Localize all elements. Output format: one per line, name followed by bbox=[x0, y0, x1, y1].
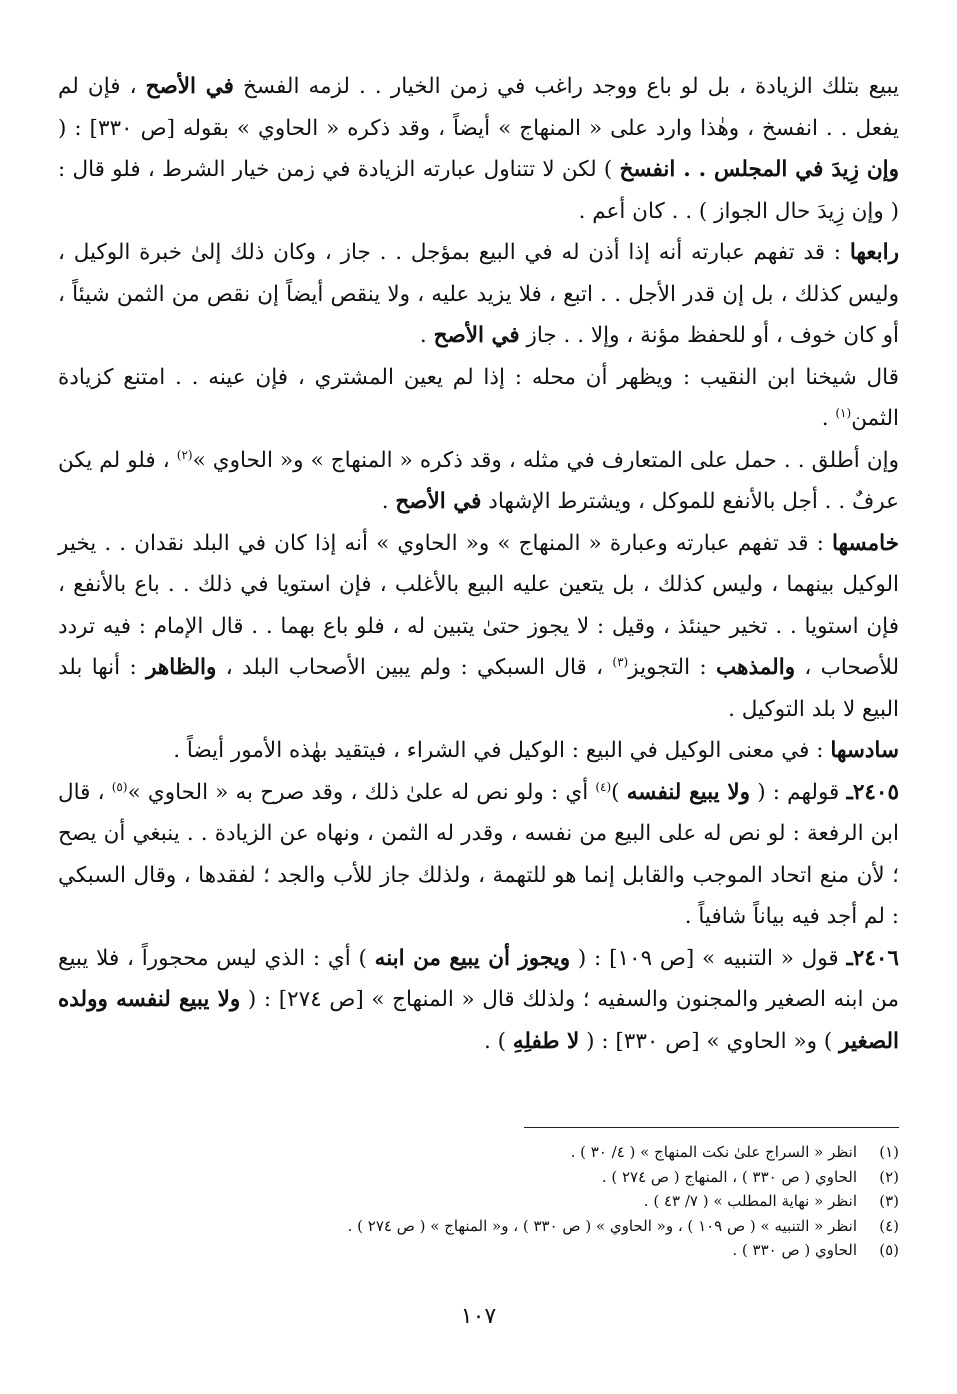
footnote bbox=[120, 1165, 899, 1190]
footnote-ref: (٢) bbox=[176, 447, 193, 462]
text-run: : في معنى الوكيل في البيع : الوكيل في الشراء ، فيتقيد بهٰذه الأمور أيضاً . bbox=[173, 738, 831, 763]
paragraph bbox=[58, 66, 899, 232]
footnote-text: انظر « السراج علىٰ نكت المنهاج » ( ٤/ ٣٠ ) . bbox=[570, 1143, 857, 1161]
bold-text: والمذهب bbox=[716, 655, 796, 680]
footnote-text: الحاوي ( ص ٣٣٠ ) . bbox=[732, 1241, 857, 1259]
footnote bbox=[120, 1214, 899, 1239]
text-run: قول « التنبيه » [ص ١٠٩] : ( bbox=[570, 945, 847, 971]
text-run: : قد تفهم عبارته أنه إذا أذن له في البيع بمؤجل . . جاز ، وكان ذلك إلىٰ خبرة الوكيل ، وليس كذلك ، بل إن قدر الأجل . . اتبع ، فلا يزيد عليه ، ولا ينقص أيضاً إن نقص من الثمن شيئاً ، أو كان خوف ، أو للحفظ مؤنة ، وإلا . . جاز bbox=[58, 240, 899, 348]
footnote-number: (٤) bbox=[879, 1216, 899, 1235]
text-run: ، فإن لم يفعل . . انفسخ ، وهٰذا وارد على « المنهاج » أيضاً ، وقد ذكره « الحاوي » بقوله [ص ٣٣٠] : ( bbox=[58, 74, 899, 141]
text-run: ، فلو لم يكن عرفٌ . . أجل بالأنفع للموكل ، ويشترط الإشهاد bbox=[58, 447, 899, 514]
footnote bbox=[120, 1140, 899, 1165]
text-run: قال شيخنا ابن النقيب : ويظهر أن محله : إذا لم يعين المشتري ، فإن عينه . . امتنع كزيادة الثمن bbox=[58, 364, 899, 431]
footnote-number: (٥) bbox=[879, 1241, 899, 1259]
text-run: ) و« الحاوي » [ص ٣٣٠] : ( bbox=[579, 1028, 840, 1054]
paragraph bbox=[58, 232, 899, 357]
bold-text: سادسها bbox=[830, 738, 899, 763]
footnote-text: انظر « التنبيه » ( ص ١٠٩ ) ، و« الحاوي » ( ص ٣٣٠ ) ، و« المنهاج » ( ص ٢٧٤ ) . bbox=[347, 1216, 857, 1235]
text-run: يبيع بتلك الزيادة ، بل لو باع ووجد راغب في زمن الخيار . . لزمه الفسخ bbox=[233, 74, 900, 99]
bold-text: ٢٤٠٦ـ bbox=[846, 945, 899, 971]
text-run: : أنها بلد البيع لا بلد التوكيل . bbox=[58, 655, 899, 722]
footnote-number: (٢) bbox=[879, 1167, 899, 1186]
page-number: ١٠٧ bbox=[460, 1304, 497, 1329]
text-run: ) . bbox=[483, 1028, 513, 1054]
bold-text: والظاهر bbox=[146, 655, 217, 680]
footnote-ref: (٣) bbox=[612, 654, 629, 669]
bold-text: خامسها bbox=[832, 530, 899, 556]
bold-text: في الأصح bbox=[433, 323, 520, 348]
text-run: أي : ولو نص له علىٰ ذلك ، وقد صرح به « الحاوي » bbox=[127, 779, 596, 805]
paragraph bbox=[58, 523, 899, 731]
bold-text: ولا يبيع لنفسه وولده الصغير bbox=[58, 987, 899, 1054]
text-run: ) bbox=[611, 779, 627, 805]
footnotes bbox=[120, 1140, 899, 1263]
bold-text: ويجوز أن يبيع من ابنه bbox=[374, 945, 571, 971]
text-run: قولهم : ( bbox=[750, 779, 847, 805]
paragraph bbox=[58, 772, 899, 938]
footnote-number: (١) bbox=[879, 1143, 899, 1161]
footnote-text: الحاوي ( ص ٣٣٠ ) ، المنهاج ( ص ٢٧٤ ) . bbox=[601, 1167, 857, 1186]
text-run: وإن أطلق . . حمل على المتعارف في مثله ، وقد ذكره « المنهاج » و« الحاوي » bbox=[192, 447, 899, 473]
paragraph bbox=[58, 357, 899, 440]
bold-text: في الأصح bbox=[145, 74, 234, 99]
bold-text: وإن زِيدَ في المجلس . . انفسخ bbox=[619, 157, 899, 182]
footnote bbox=[120, 1238, 899, 1263]
footnote-separator bbox=[524, 1127, 899, 1128]
footnote-ref: (٥) bbox=[111, 779, 128, 794]
paragraph bbox=[58, 440, 899, 523]
text-run: : التجويز bbox=[628, 655, 716, 680]
footnote bbox=[120, 1189, 899, 1214]
footnote-ref: (٤) bbox=[595, 779, 612, 794]
text-run: . bbox=[419, 323, 434, 348]
bold-text: ٢٤٠٥ـ bbox=[846, 779, 900, 805]
text-run: : قد تفهم عبارته وعبارة « المنهاج » و« الحاوي » أنه إذا كان في البلد نقدان . . يخير الوكيل بينهما ، وليس كذلك ، بل يتعين عليه البيع بالأغلب ، فإن استويا في ذلك . . باع بالأنفع ، فإن استويا . . تخير حينئذ ، وقيل : لا يجوز حتىٰ يتبين له ، فلو باع بهما . . قال الإمام : فيه تردد للأصحاب ، bbox=[58, 530, 899, 680]
text-run: . bbox=[821, 406, 836, 431]
text-run: ) لكن لا تتناول عبارته الزيادة في زمن خيار الشرط ، فلو قال : ( وإن زِيدَ حال الجواز ) . . كان أعم . bbox=[58, 157, 899, 224]
text-run: . bbox=[381, 489, 396, 514]
bold-text: لا طفلِهِ bbox=[512, 1028, 580, 1054]
text-run: ) أي : الذي ليس محجوراً ، فلا يبيع من ابنه الصغير والمجنون والسفيه ؛ ولذلك قال « المنهاج » [ص ٢٧٤] : ( bbox=[58, 945, 899, 1012]
footnote-number: (٣) bbox=[879, 1192, 899, 1210]
main-text bbox=[58, 66, 899, 1062]
paragraph bbox=[58, 730, 899, 772]
text-run: ، قال السبكي : ولم يبين الأصحاب البلد ، bbox=[216, 655, 613, 680]
paragraph bbox=[58, 938, 899, 1063]
bold-text: ولا يبيع لنفسه bbox=[626, 779, 751, 805]
bold-text: في الأصح bbox=[395, 489, 482, 514]
bold-text: رابعها bbox=[849, 240, 899, 265]
footnote-text: انظر « نهاية المطلب » ( ٧/ ٤٣ ) . bbox=[643, 1192, 857, 1210]
footnote-ref: (١) bbox=[835, 405, 852, 420]
text-run: ، قال ابن الرفعة : لو نص له على البيع من نفسه ، وقدر له الثمن ، ونهاه عن الزيادة . . ينبغي أن يصح ؛ لأن منع اتحاد الموجب والقابل إنما هو للتهمة ، ولذلك جاز للأب والجد ؛ لفقدها ، وقال السبكي : لم أجد فيه بياناً شافياً . bbox=[58, 779, 899, 929]
